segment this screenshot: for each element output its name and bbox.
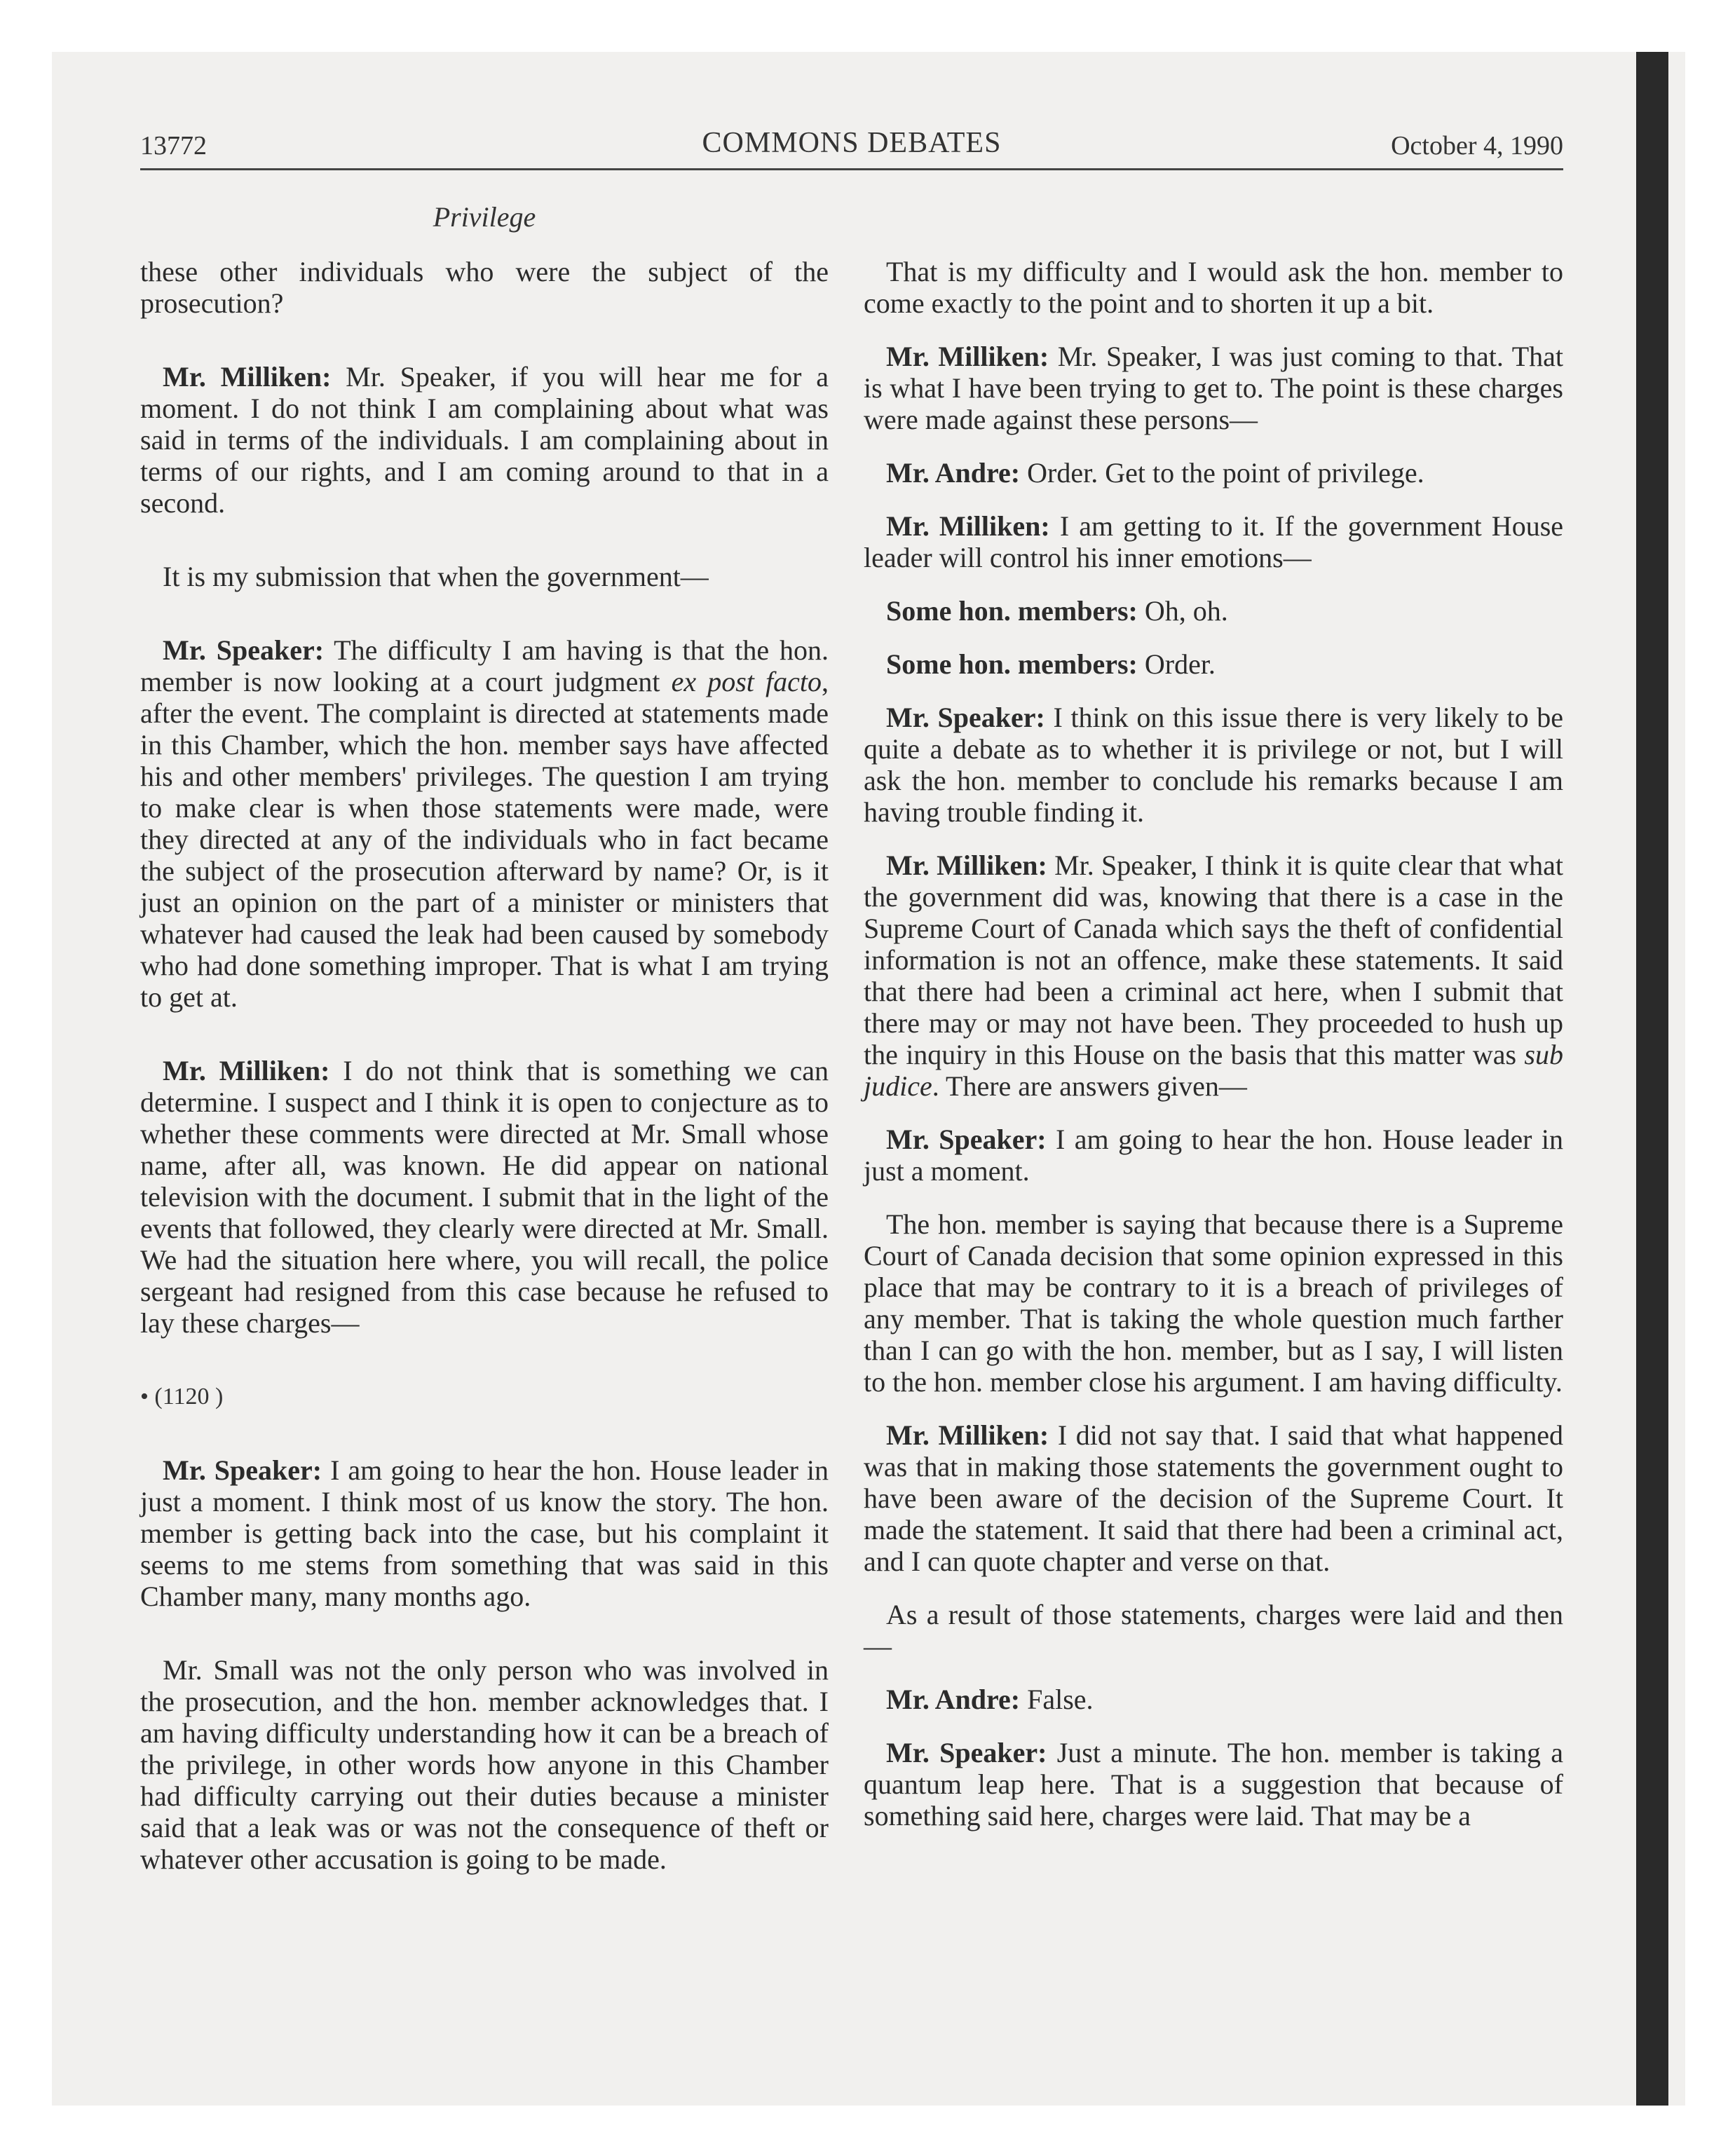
speech-paragraph: Some hon. members: Order. <box>886 648 1216 680</box>
paragraph: these other individuals who were the subject of the prosecution? <box>140 256 829 319</box>
paragraph: As a result of those statements, charges were laid and then— <box>864 1599 1563 1662</box>
speech-paragraph: Mr. Milliken: Mr. Speaker, if you will hear me for a moment. I do not think I am complaining about what was said in terms of the individuals. I am complaining about in terms of our rights, and I am coming around to that in a second. <box>140 361 829 519</box>
speech-paragraph: Mr. Milliken: I did not say that. I said that what happened was that in making those statements the government ought to have been aware of the decision of the Supreme Court. It made the statement. It said that there had been a criminal act, and I can quote chapter and verse on that. <box>864 1419 1563 1577</box>
speaker-name: Mr. Speaker: <box>163 1454 322 1486</box>
speaker-name: Mr. Milliken: <box>886 850 1047 881</box>
speaker-name: Some hon. members: <box>886 595 1138 627</box>
publication-title: COMMONS DEBATES <box>702 127 1002 159</box>
speaker-name: Mr. Milliken: <box>163 361 332 393</box>
speech-paragraph: Mr. Milliken: I am getting to it. If the government House leader will control his inner emotions— <box>864 510 1564 573</box>
speaker-name: Mr. Speaker: <box>886 1737 1047 1768</box>
speaker-name: Mr. Andre: <box>886 1684 1021 1715</box>
speaker-name: Mr. Milliken: <box>163 1055 330 1086</box>
speaker-name: Mr. Milliken: <box>886 1419 1049 1451</box>
speech-paragraph: Mr. Speaker: I think on this issue there is very likely to be quite a debate as to whether it is privilege or not, but I will ask the hon. member to conclude his remarks because I am having trouble finding it. <box>864 702 1563 828</box>
paragraph: The hon. member is saying that because there is a Supreme Court of Canada decision that some opinion expressed in this place that may be contrary to it is a breach of privileges of any member. That is taking the whole question much farther than I can go with the hon. member, but as I say, I will listen to the hon. member close his argument. I am having difficulty. <box>864 1208 1563 1398</box>
page-header <box>140 126 1563 168</box>
speech-paragraph: Mr. Milliken: Mr. Speaker, I was just coming to that. That is what I have been trying to get to. The point is these charges were made against these persons— <box>864 341 1564 435</box>
speaker-name: Some hon. members: <box>886 648 1138 680</box>
speaker-name: Mr. Speaker: <box>886 1124 1047 1155</box>
speech-paragraph: Mr. Speaker: I am going to hear the hon. House leader in just a moment. <box>864 1124 1564 1187</box>
speaker-name: Mr. Andre: <box>886 457 1021 489</box>
left-column <box>140 256 829 1907</box>
speech-paragraph: Mr. Speaker: Just a minute. The hon. member is taking a quantum leap here. That is a suggestion that because of something said here, charges were laid. That may be a <box>864 1737 1563 1831</box>
speaker-name: Mr. Speaker: <box>886 702 1045 733</box>
speaker-name: Mr. Speaker: <box>163 634 325 666</box>
header-date: October 4, 1990 <box>1391 131 1563 161</box>
paragraph: It is my submission that when the government— <box>163 561 709 592</box>
latin-term: sub judice <box>864 1039 1563 1102</box>
time-marker: • (1120 ) <box>140 1384 224 1410</box>
right-column <box>864 256 1563 1853</box>
page-number: 13772 <box>140 131 207 161</box>
speech-paragraph: Mr. Milliken: I do not think that is something we can determine. I suspect and I think it is open to conjecture as to whether these comments were directed at Mr. Small whose name, after all, was known. He did appear on national television with the document. I submit that in the light of the events that followed, they clearly were directed at Mr. Small. We had the situation here where, you will recall, the police sergeant had resigned from this case because he refused to lay these charges— <box>140 1055 829 1339</box>
speaker-name: Mr. Milliken: <box>886 341 1049 372</box>
header-rule <box>140 168 1563 170</box>
speech-paragraph: Some hon. members: Oh, oh. <box>886 595 1228 627</box>
section-title: Privilege <box>433 201 536 233</box>
paragraph: Mr. Small was not the only person who was involved in the prosecution, and the hon. member acknowledges that. I am having difficulty understanding how it can be a breach of the privilege, in other words how anyone in this Chamber had difficulty carrying out their duties because a minister said that a leak was or was not the consequence of theft or whatever other accusation is going to be made. <box>140 1654 829 1875</box>
speech-paragraph: Mr. Andre: Order. Get to the point of privilege. <box>886 457 1424 489</box>
speaker-name: Mr. Milliken: <box>886 510 1050 542</box>
speech-paragraph: Mr. Andre: False. <box>886 1684 1094 1715</box>
latin-term: ex post facto <box>671 666 822 697</box>
scan-edge-bar <box>1636 52 1668 2106</box>
paragraph: That is my difficulty and I would ask the hon. member to come exactly to the point and to shorten it up a bit. <box>864 256 1563 319</box>
speech-paragraph: Mr. Milliken: Mr. Speaker, I think it is quite clear that what the government did was, knowing that there is a case in the Supreme Court of Canada which says the theft of confidential information is not an offence, make these statements. It said that there had been a criminal act here, when I submit that there may or may not have been. They proceeded to hush up the inquiry in this House on the basis that this matter was sub judice. There are answers given— <box>864 850 1564 1102</box>
speech-paragraph: Mr. Speaker: I am going to hear the hon. House leader in just a moment. I think most of us know the story. The hon. member is getting back into the case, but his complaint it seems to me stems from something that was said in this Chamber many, many months ago. <box>140 1454 829 1612</box>
speech-paragraph: Mr. Speaker: The difficulty I am having is that the hon. member is now looking at a court judgment ex post facto, after the event. The complaint is directed at statements made in this Chamber, which the hon. member says have affected his and other members' privileges. The question I am trying to make clear is when those statements were made, were they directed at any of the individuals who in fact became the subject of the prosecution afterward by name? Or, is it just an opinion on the part of a minister or ministers that whatever had caused the leak had been caused by somebody who had done something improper. That is what I am trying to get at. <box>140 634 829 1013</box>
